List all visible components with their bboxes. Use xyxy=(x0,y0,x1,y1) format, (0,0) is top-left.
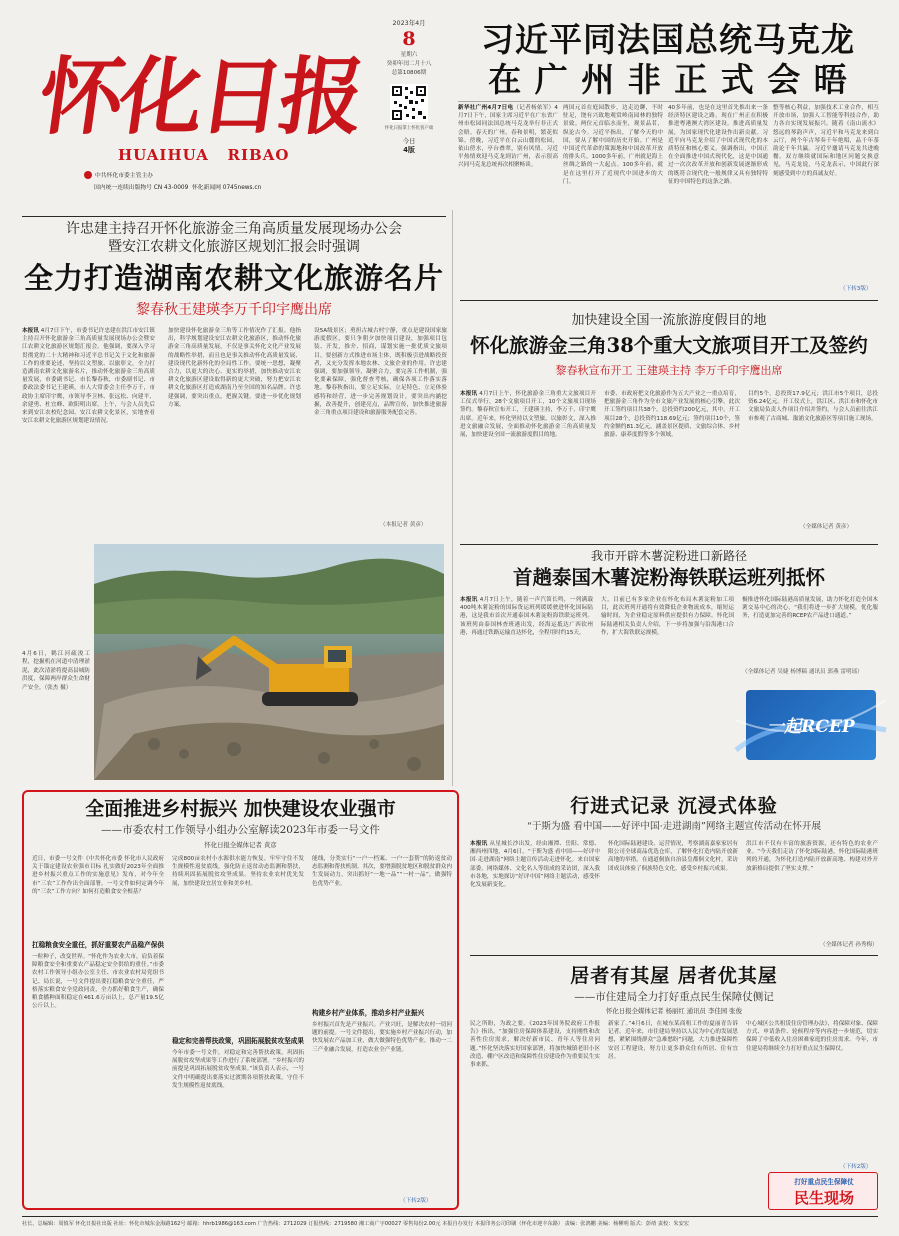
story2-col-3: 目约5个，总投资17.9亿元；洪江市5个项目，总投资6.24亿元。开工仪式上，洪江区、洪江市和怀化市文旅局负责人作项目介绍并签约。与会人员前往洪江市参观了古商城、溆浦文化旅游区等项目施工现场。 xyxy=(748,391,878,422)
headline-rule xyxy=(458,101,878,102)
story2-col-2: 市委、市政府把文化旅游作为五大产业之一重点培育，把旅游金三角作为全市文旅产业发展的核心引擎。此次开工签约项目共38个，总投资约200亿元，其中，开工项目28个，总投资约118.69亿元；签约项目10个，签约金额约81.3亿元，涵盖景区提质、文旅综合体、乡村旅游、康养度假等多个领域。 xyxy=(604,391,740,439)
story1-kicker-2: 暨安江农耕文化旅游区规划汇报会时强调 xyxy=(108,239,360,255)
photo-caption: 4月6日，鹤江河疏浚工程，挖掘机在河道中清理淤泥，此次清淤将提高县城防洪度，保障两岸群众生命财产安全。（张杰 摄） xyxy=(22,651,90,691)
story1-col-3: 设5A级景区；勇担古城古村宁静，重点是建设国家旅游度假区，要只争朝夕加快项目建设，加强项目包装、开发，推介、招商，谋划实施一批优质文旅项目。要创新方式推进市场主体，既积极引进战略投资者，又充分发挥本地农林、文旅企业的作用。许忠建强调，要加强领导，凝聚合力，要完善工作机制，强化要素保障，强化督查考核，确保各项工作落实落地。黎春秋指出，要立足实际，立足特色，立足体验感特和经营，进一步完善规划设计，要突出内涵挖掘，改善提升，创建亮点，品牌宣传，加快推进旅游金三角重点项目建设和旅游服务配套完善。 xyxy=(314,328,447,417)
story2-col-1: 本报讯 4月7日上午，怀化旅游金三角重大文旅项目开工仪式举行，28个文旅项目开工，10个文旅项目现场签约。黎春秋宣布开工，王建瑛主持，李万千、印宇鹰出席。近年来，怀化坚持以文塑旅、以旅彰文，深入推进文旅融合发展，全面推动怀化旅游金三角高质量发展，加快建设全国一流旅游度假目的地。 xyxy=(460,391,596,439)
story6-title: 居者有其屋 居者优其屋 xyxy=(570,965,778,987)
story2-byline: 黎春秋宣布开工 王建瑛主持 李万千印宇鹰出席 xyxy=(555,364,783,377)
footer-imprint: 社长、总编辑：周慎军 怀化日报社出版 社址：怀化市城东金海路162号 邮箱：hhrb1986@163.com 广告热线：2712029 订报热线：2719580 湘工商广字00027 零售每份2.00元 本报自办发行 本报印务公司印刷（怀化市迎丰东路） 责编：张鸿鹏 美编：杨柳明 版式：彭靖 责校：朱安宏 xyxy=(22,1221,689,1227)
story1-kicker-1: 许忠建主持召开怀化旅游金三角高质量发展现场办公会 xyxy=(66,221,402,237)
story6-byline: 怀化日报全媒体记者 杨丽红 通讯员 李佳园 张俊 xyxy=(606,1007,742,1015)
story3-col-2: 大，目前已有多家企业在怀化布局木薯淀粉加工项目，此次班列开通将有效降低企业物流成本，缩短运输时间，为企业稳定原料供应提供有力保障。怀化国际陆港相关负责人介绍，下一步将加强与沿海港口合作，扩大海铁联运规模。 xyxy=(601,597,734,636)
issue-number: 总第10806期 xyxy=(391,70,427,76)
rcep-badge xyxy=(746,690,876,760)
story4-title: 全面推进乡村振兴 加快建设农业强市 xyxy=(85,798,396,820)
story4-col-2: 完成800亩农村小水源供水能力恢复。牢牢守住不发生规模性返贫底线，强化防止返贫动态监测和帮扶，持续巩固拓展脱贫攻坚成果。坚持农业农村优先发展，加快建设宜居宜业和美乡村。 稳定和完善帮扶政策，巩固拓展脱贫攻坚成果 今年市委一号文件，对稳定和完善帮扶政策，巩固拓展脱贫攻坚成果等工作进行了系统部署。“乡村振兴的前提是巩固拓展脱贫攻坚成果。”该负责人表示，一号文件中明确提出要落实过渡期各项帮扶政策，守住不发生规模性返贫底线。 xyxy=(172,856,304,1089)
qr-code-icon xyxy=(390,84,428,122)
headline-col-4: 整等核心利益，加强技术工业合作，相互开放市场，加强人工智能等科技合作，助力各自实现发展振兴。随着《南山流水》悠远的琴韵声声，习近平和马克龙来到白云厅，两个年古琴奏千年绝唱，品千年茶韵论千年共赢。习近平邀请马克龙共进晚餐。双方继续就国际和地区问题交换意见，马克龙说，马克龙表示，中国此行深刻感受到中方的真诚友好。 xyxy=(773,105,879,177)
masthead-pinyin: HUAIHUA RIBAO xyxy=(118,146,290,164)
story1-col-2: 加快建设怀化旅游金三角等工作情况作了汇报。他指出，科学规划建设安江农耕文化旅游区，推动怀化旅游金三角高质量发展，不仅是事关怀化文化产业发展的战略性举措，而且也是事关推动怀化高质量发展、建设现代化新怀化的全局性工作。要统一思想，凝聚合力，以更大的决心、更实的举措，加快推动安江农耕文化旅游区建设取得新的更大突破，努力把安江农耕文化旅游区打造成湖南乃至全国的知名品牌。许忠建强调，要突出重点，把握关键，要进一步优化规划方案。 xyxy=(168,328,301,408)
story6-continue[interactable]: （下转2版） xyxy=(840,1164,872,1170)
headline-col-2: 两国元首在庭园散步，边走边聊，不时驻足，饶有兴致地观赏岭南园林的独特景致。两位元首临水而坐，观景品茗，纵论古今。习近平指出，了解今天的中国，要从了解中国的历史开始。广州是中国近代革命的策源地和中国改革开放的排头兵。1000多年前，广州就是海上丝绸之路的一大起点。100多年前，就是在这里打开了近现代中国进步的大门。 xyxy=(563,105,663,185)
headline-line1: 习近平同法国总统马克龙 xyxy=(481,20,855,59)
story1-top-rule xyxy=(22,216,446,217)
qr-caption: 怀化日报掌上怀化客户端 xyxy=(384,126,434,131)
story5-credit: （全媒体记者 孙秀梅） xyxy=(820,942,878,948)
headline-continue[interactable]: （下转3版） xyxy=(840,286,872,292)
masthead-serial-line: 国内统一连续出版物号 CN 43-0009 怀化新闻网 0745news.cn xyxy=(94,185,262,191)
story1-credit: （本报记者 黄彦） xyxy=(380,522,427,528)
story3-col-3: 极推进怀化国际陆港高质量发展，助力怀化打造全国木薯交易中心的决心，“我们将进一步扩大规模，优化服务，打造更加完善的RCEP农产品进口通道。” xyxy=(742,597,878,620)
story6-col-3: 中心城区公共租赁住房管理办法》，将保障对象、保障方式、申请条件、轮候程序等内容进一步规范，切实保障了中低收入住房困难家庭的住房需求。今年，市住建局将继续全力打好重点民生保障仗。 xyxy=(746,1021,878,1052)
story5-col-1: 本报讯 从星城长沙出发，经由湘潭、岳阳、常德、湘西州四地，4月6日，“于斯为盛 看中国——好评中国·走进湖南”网络主题宣传活动走进怀化。来自国家部委、网络媒体、文化名人等组成的采访团，深入我市各地，实地探访“好评中国”网络主题活动，感受怀化发展新变化。 xyxy=(470,841,600,889)
story3-col-1: 本报讯 4月7日上午，随着一声汽笛长鸣，一列满载400吨木薯淀粉的国际货运班列缓缓驶进怀化国际陆港，这是我市首次开通泰国木薯淀粉海铁联运班列。该班列由泰国林查班港出发，经海运抵达广西钦州港，再通过铁路运输直达怀化，全程用时约15天。 xyxy=(460,597,594,636)
story5-title: 行进式记录 沉浸式体验 xyxy=(570,795,778,817)
story2-kicker: 加快建设全国一流旅游度假目的地 xyxy=(571,313,767,328)
party-emblem-icon xyxy=(84,171,92,179)
story6-col-1: 民之所盼，为政之要。《2023年国务院政府工作报告》指出，“加强住房保障体系建设，支持刚性和改善性住房需求，解决好新市民、青年人等住房问题。”怀化坚决落实好国家部署，将加快城镇老旧小区改造、棚户区改造和保障性住房建设作为重要民生实事来抓。 xyxy=(470,1021,600,1069)
svg-text:怀化日报: 怀化日报 xyxy=(33,47,367,146)
date-year-month: 2023年4月 xyxy=(392,19,426,27)
story3-credit: （全媒体记者 吴婕 杨博稿 通讯员 郭燕 雷明瑶） xyxy=(742,669,863,675)
masthead-sponsor: 中共怀化市委主管主办 xyxy=(84,170,153,179)
masthead-title xyxy=(0,0,1,1)
headline-col-3: 40多年前，也是在这里首先推出来一条经济特区建设之路。现在广州正在积极推进粤港澳大湾区建设。推进高质量发展，为国家现代化建设作出新贡献。习近平向马克龙介绍了中国式现代化的本质特征和核心要义。强调指出，中国正在全面推进中国式现代化，这是中国通过一次次改革开放和创新发展逐渐形成的既符合现代化一般规律又具有独特特征的中国特色的这条之路。 xyxy=(668,105,768,185)
date-lunar: 癸卯年闰二月十八 xyxy=(386,61,432,67)
rcep-label: 一起RCEP xyxy=(767,717,855,737)
story4-subtitle: ——市委农村工作领导小组办公室解读2023年市委一号文件 xyxy=(101,824,380,836)
story6-col-2: 新家了。”4月6日，在城东某商租工作的夏丽青告诉记者。近年来，市住建局坚持以人民为中心的发展思想，紧紧围绕群众“急难愁盼”问题，大力推进保障性安居工程建设，努力让更多群众住有所居、住有宜居。 xyxy=(608,1021,738,1060)
story4-col-1: 近日，市委一号文件《中共怀化市委 怀化市人民政府关于锚定建设农业强市目标 扎实做好2023年全面推进乡村振兴重点工作的实施意见》发布，对今年全市“三农”工作作出全面部署。一号文件如何定调今年的“三农”工作方向？如何打造粮食安全根基？ 扛稳粮食安全重任，抓好重要农产品稳产保供 一粒种子，改变世界。“怀化作为农业大市，肩负着保障粮食安全和重要农产品稳定安全供给的重任。”市委农村工作领导小组办公室主任、市农业农村局党组书记、局长说，一号文件提出要扛稳粮食安全重任，严格落实粮食安全党政同责，全力抓好粮食生产，确保粮食播种面积稳定在461.6万亩以上，总产量19.5亿公斤以上。 xyxy=(32,856,164,1010)
story2-title: 怀化旅游金三角38个重大文旅项目开工及签约 xyxy=(470,334,868,357)
headline-col-1: 新华社广州4月7日电（记者杨依军）4月7日下午，国家主席习近平在广东省广州市松园同法国总统马克龙举行非正式会晤。春天的广州，春和景明，繁花似锦。傍晚，习近平在白云山麓的松园，依山傍水，亭台叠翠，别有风情。习近平热情欢迎马克龙到访广州，表示很高兴同马克龙总统再次相聚畅谈。 xyxy=(458,105,558,169)
story3-kicker: 我市开辟木薯淀粉进口新路径 xyxy=(590,549,747,563)
story5-subtitle: “于斯为盛 看中国——好评中国·走进湖南”网络主题宣传活动在怀开展 xyxy=(526,821,822,832)
story1-col-1: 本报讯 4月7日下午，市委书记许忠建在洪江市安江镇主持召开怀化旅游金三角高质量发展现场办公会暨安江农耕文化旅游区规划汇报会。他强调，要深入学习贯彻党的二十大精神和习近平总书记关于文化和旅游工作的重要论述，坚持以文塑旅、以旅彰文，全力打造湖南农耕文化旅游名片，推动怀化旅游金三角高质量发展，市委副书记、市长黎春秋，市委副书记、市委政法委书记王建瑛，市人大常委会主任李万千，市政协主席印宇鹰，市领导李卫林、张远松、向建平、余建勇、杜宜峰、欧阳明出席。上午，与会人员先后来到安江农校纪念园、安江农耕文化景区，实地查看安江农耕文化旅游区规划建设情况。 xyxy=(22,328,155,425)
livelihood-badge-main: 民生现场 xyxy=(793,1189,854,1207)
footer-rule xyxy=(22,1216,878,1217)
date-day: 8 xyxy=(402,28,416,50)
story6-subtitle: ——市住建局全力打好重点民生保障仗侧记 xyxy=(574,991,774,1003)
date-panel xyxy=(376,18,442,183)
date-weekday: 星期六 xyxy=(400,52,418,58)
headline-line2: 在 广 州 非 正 式 会 晤 xyxy=(488,60,848,99)
story1-title: 全力打造湖南农耕文化旅游名片 xyxy=(23,261,444,295)
story3-title: 首趟泰国木薯淀粉海铁联运班列抵怀 xyxy=(512,566,825,589)
story4-continue[interactable]: （下转2版） xyxy=(400,1198,432,1204)
masthead-logo xyxy=(33,40,367,146)
story5-col-2: 怀化国际陆港建设、运营情况，考察湖南嘉家家居有限公司全球商品优选仓库，了解怀化打造内陆开放新高地的举措。在通道侗族自治县皇都侗文化村，采访团成员体验了侗族特色文化，感受乡村振兴成果。 xyxy=(608,841,738,872)
dredging-photo xyxy=(94,544,444,780)
column-divider xyxy=(452,210,453,786)
livelihood-badge xyxy=(768,1172,878,1210)
livelihood-badge-top: 打好重点民生保障仗 xyxy=(794,1178,854,1186)
story2-top-rule xyxy=(460,300,878,301)
story2-credit: （全媒体记者 黄彦） xyxy=(800,524,853,530)
story1-byline: 黎春秋王建瑛李万千印宇鹰出席 xyxy=(136,302,332,318)
story3-top-rule xyxy=(460,544,878,545)
story5-col-3: 洪江市不仅有丰富的旅游资源，还有特色的农业产业。“今天我们走访了怀化国际陆港，怀化国际陆港班列的开通，为怀化打造内陆开放新高地、构建对外开放新格局提供了坚实支撑。” xyxy=(746,841,878,872)
story4-col-3: 能线，分类实行“一户一档案、一户一套帮”的防返贫动态监测和帮扶机制。其次，要增强脱贫地区和脱贫群众内生发展动力，突出抓好“一地一品”“一村一品”，做强特色优势产业。 构建乡村产业体系，推动乡村产业振兴 乡村振兴首先是产业振兴。产业兴旺，是解决农村一切问题的前提。一号文件提出，要实施乡村产业振兴行动，加快发展农产品加工业，做大做强特色优势产业，推动一二三产业融合发展，打造农业全产业链。 xyxy=(312,856,452,1053)
page-count: 4版 xyxy=(403,146,415,154)
story4-byline: 怀化日报全媒体记者 黄彦 xyxy=(204,841,277,849)
today-label: 今日 xyxy=(402,137,416,145)
story6-top-rule xyxy=(470,955,878,956)
